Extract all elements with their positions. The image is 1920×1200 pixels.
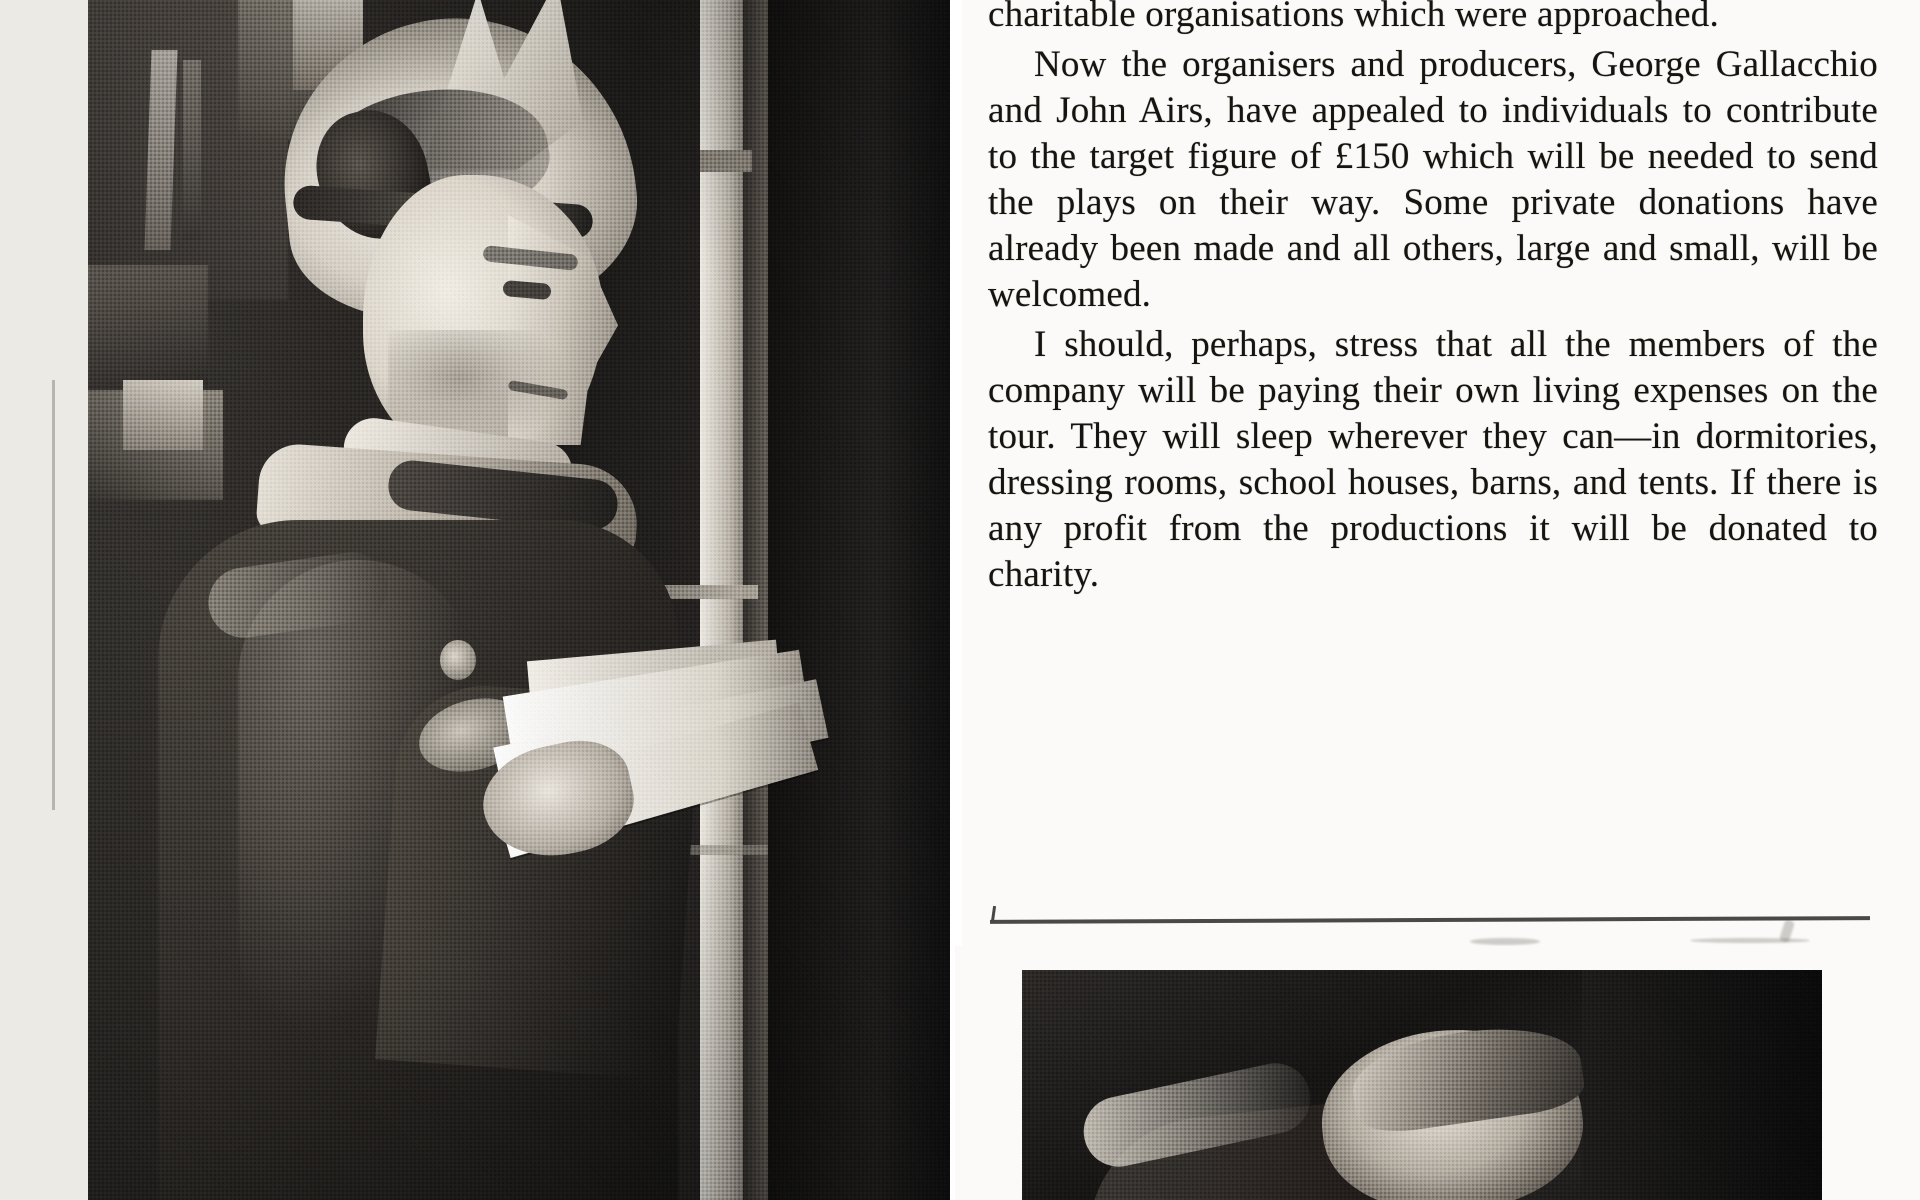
photo-vertical-highlight-2 <box>183 60 201 240</box>
article-paragraph-2: Now the organisers and producers, George Gallacchio and John Airs, have appealed to individuals to contribute to the target figure of £150 which will be needed to send the plays on their way. Some private donations have already been made and all others, large and small, will be welcomed. <box>988 44 1878 315</box>
uniform-badge <box>440 640 476 680</box>
secondary-photo <box>1022 970 1822 1200</box>
main-photo <box>88 0 950 1200</box>
article-paragraph-3: I should, perhaps, stress that all the members of the company will be paying their own living expenses on the tour. They will sleep wherever they can—in dormitories, dressing rooms, school houses, barns, and tents. If there is any profit from the productions it will be donated to charity. <box>988 324 1878 595</box>
secondary-photo-dark-area <box>1582 970 1822 1200</box>
photo-background-block-1 <box>88 265 208 385</box>
paper-smudge <box>1690 938 1810 943</box>
photo-door-frame-inner <box>743 0 771 1200</box>
paper-smudge <box>1470 938 1540 945</box>
photo-doorway-dark <box>768 0 950 1200</box>
photo-door-crossbar <box>700 150 752 172</box>
article-paragraph-1: charitable organisations which were approached. <box>988 0 1719 35</box>
lower-photo-top-margin <box>955 946 1920 970</box>
lower-photo-left-margin <box>955 946 1022 1200</box>
article-text <box>988 0 1878 644</box>
article-column <box>988 0 1878 644</box>
photo-background-block-3 <box>123 380 203 450</box>
clipping-left-margin <box>0 0 88 1200</box>
